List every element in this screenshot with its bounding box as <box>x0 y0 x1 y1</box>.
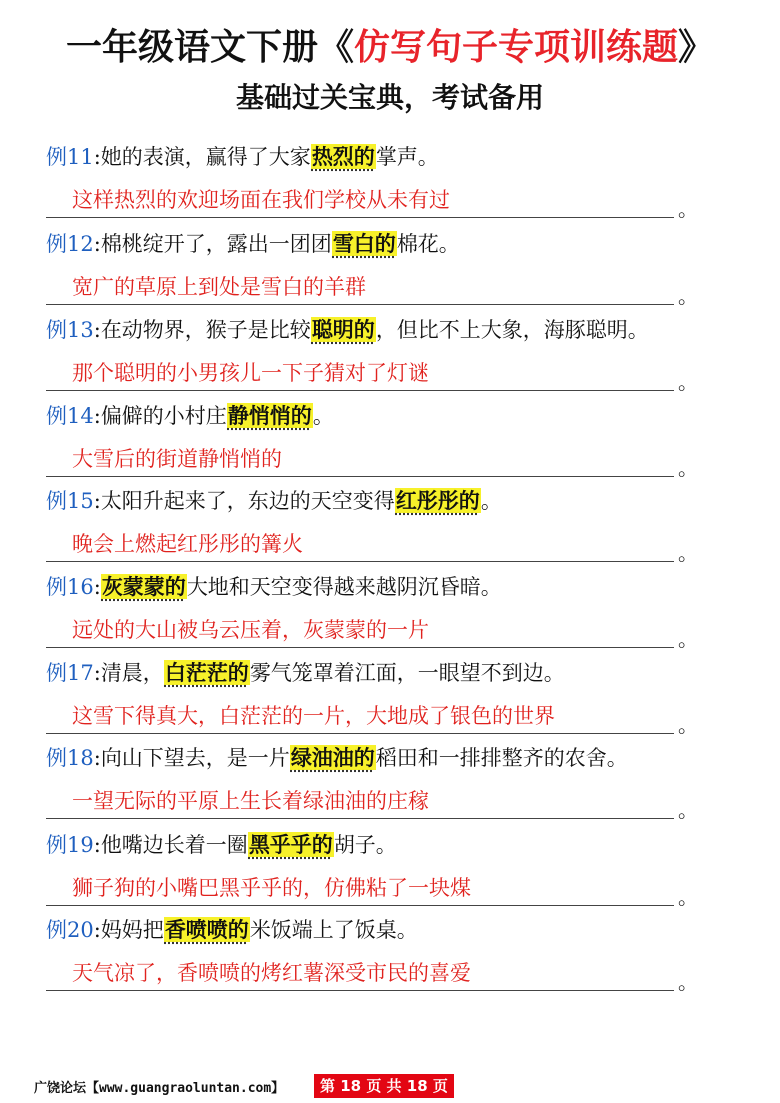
title-prefix: 一年级语文下册《 <box>65 27 354 68</box>
example-item <box>46 828 746 914</box>
question-text-after: 棉花。 <box>396 232 460 256</box>
example-item <box>46 140 746 226</box>
example-question <box>46 570 502 604</box>
example-item <box>46 570 746 656</box>
highlighted-word: 雪白的 <box>332 231 396 256</box>
example-colon: : <box>93 318 101 342</box>
answer-underline <box>46 304 674 305</box>
answer-text: 宽广的草原上到处是雪白的羊群 <box>72 275 366 299</box>
answer-text: 晚会上燃起红彤彤的篝火 <box>72 532 303 556</box>
answer-period: 。 <box>678 541 698 565</box>
example-colon: : <box>93 232 101 256</box>
footer-site-link[interactable]: 广饶论坛【www.guangraoluntan.com】 <box>34 1081 285 1096</box>
example-number: 例11 <box>46 145 94 169</box>
example-item <box>46 313 746 399</box>
highlighted-word: 红彤彤的 <box>395 488 480 513</box>
example-item <box>46 399 746 485</box>
example-item <box>46 227 746 313</box>
title-highlight: 仿写句子专项训练题 <box>353 27 678 68</box>
answer-period: 。 <box>678 713 698 737</box>
answer-underline <box>46 733 674 734</box>
example-colon: : <box>93 404 101 428</box>
answer-underline <box>46 390 674 391</box>
answer-text: 狮子狗的小嘴巴黑乎乎的，仿佛粘了一块煤 <box>72 876 471 900</box>
answer-text: 大雪后的街道静悄悄的 <box>72 447 282 471</box>
example-question <box>46 140 439 174</box>
question-text-before: 向山下望去，是一片 <box>100 746 290 770</box>
highlighted-word: 香喷喷的 <box>164 917 249 942</box>
question-text-before: 太阳升起来了，东边的天空变得 <box>100 489 395 513</box>
example-item <box>46 484 746 570</box>
highlighted-word: 绿油油的 <box>290 745 375 770</box>
answer-period: 。 <box>678 370 698 394</box>
example-colon: : <box>93 918 101 942</box>
answer-underline <box>46 476 674 477</box>
example-item <box>46 741 746 827</box>
answer-text: 天气凉了，香喷喷的烤红薯深受市民的喜爱 <box>72 961 471 985</box>
answer-text: 一望无际的平原上生长着绿油油的庄稼 <box>72 789 429 813</box>
highlighted-word: 热烈的 <box>311 144 375 169</box>
example-number: 例20 <box>46 918 94 942</box>
example-question <box>46 741 628 775</box>
example-number: 例17 <box>46 661 94 685</box>
example-number: 例18 <box>46 746 94 770</box>
example-colon: : <box>93 145 101 169</box>
page-number-badge: 第 18 页 共 18 页 <box>314 1074 454 1098</box>
question-text-after: 稻田和一排排整齐的农舍。 <box>375 746 628 770</box>
answer-period: 。 <box>678 798 698 822</box>
example-question <box>46 399 334 433</box>
answer-underline <box>46 990 674 991</box>
example-question <box>46 656 565 690</box>
example-colon: : <box>93 746 101 770</box>
question-text-before: 妈妈把 <box>100 918 164 942</box>
example-question <box>46 313 649 347</box>
question-text-after: 雾气笼罩着江面，一眼望不到边。 <box>249 661 565 685</box>
highlighted-word: 静悄悄的 <box>227 403 312 428</box>
question-text-before: 她的表演，赢得了大家 <box>100 145 311 169</box>
question-text-after: 掌声。 <box>375 145 439 169</box>
question-text-after: 。 <box>480 489 502 513</box>
question-text-after: ，但比不上大象，海豚聪明。 <box>375 318 649 342</box>
answer-text: 这样热烈的欢迎场面在我们学校从未有过 <box>72 188 450 212</box>
answer-underline <box>46 561 674 562</box>
page-subtitle: 基础过关宝典，考试备用 <box>235 81 544 114</box>
answer-period: 。 <box>678 456 698 480</box>
example-number: 例19 <box>46 833 94 857</box>
example-question <box>46 484 502 518</box>
example-number: 例15 <box>46 489 94 513</box>
example-question <box>46 828 397 862</box>
question-text-before: 在动物界，猴子是比较 <box>100 318 311 342</box>
example-question <box>46 913 418 947</box>
example-question <box>46 227 460 261</box>
example-item <box>46 656 746 742</box>
example-colon: : <box>93 489 101 513</box>
example-number: 例16 <box>46 575 94 599</box>
highlighted-word: 灰蒙蒙的 <box>101 574 186 599</box>
example-item <box>46 913 746 999</box>
question-text-before: 他嘴边长着一圈 <box>100 833 248 857</box>
answer-period: 。 <box>678 970 698 994</box>
highlighted-word: 白茫茫的 <box>164 660 249 685</box>
question-text-after: 胡子。 <box>333 833 397 857</box>
example-colon: : <box>93 661 101 685</box>
example-colon: : <box>93 575 101 599</box>
example-number: 例13 <box>46 318 94 342</box>
example-colon: : <box>93 833 101 857</box>
answer-period: 。 <box>678 885 698 909</box>
highlighted-word: 聪明的 <box>311 317 375 342</box>
answer-period: 。 <box>678 627 698 651</box>
page-title <box>0 26 780 70</box>
answer-underline <box>46 905 674 906</box>
answer-text: 那个聪明的小男孩儿一下子猜对了灯谜 <box>72 361 429 385</box>
answer-text: 远处的大山被乌云压着，灰蒙蒙的一片 <box>72 618 429 642</box>
title-suffix: 》 <box>678 27 715 68</box>
question-text-before: 清晨， <box>100 661 164 685</box>
question-text-after: 。 <box>312 404 334 428</box>
answer-underline <box>46 647 674 648</box>
highlighted-word: 黑乎乎的 <box>248 832 333 857</box>
answer-period: 。 <box>678 284 698 308</box>
answer-underline <box>46 818 674 819</box>
answer-period: 。 <box>678 197 698 221</box>
question-text-before: 偏僻的小村庄 <box>100 404 227 428</box>
question-text-after: 大地和天空变得越来越阴沉昏暗。 <box>186 575 502 599</box>
answer-underline <box>46 217 674 218</box>
answer-text: 这雪下得真大，白茫茫的一片，大地成了银色的世界 <box>72 704 555 728</box>
example-number: 例14 <box>46 404 94 428</box>
question-text-after: 米饭端上了饭桌。 <box>249 918 418 942</box>
question-text-before: 棉桃绽开了，露出一团团 <box>100 232 332 256</box>
example-number: 例12 <box>46 232 94 256</box>
